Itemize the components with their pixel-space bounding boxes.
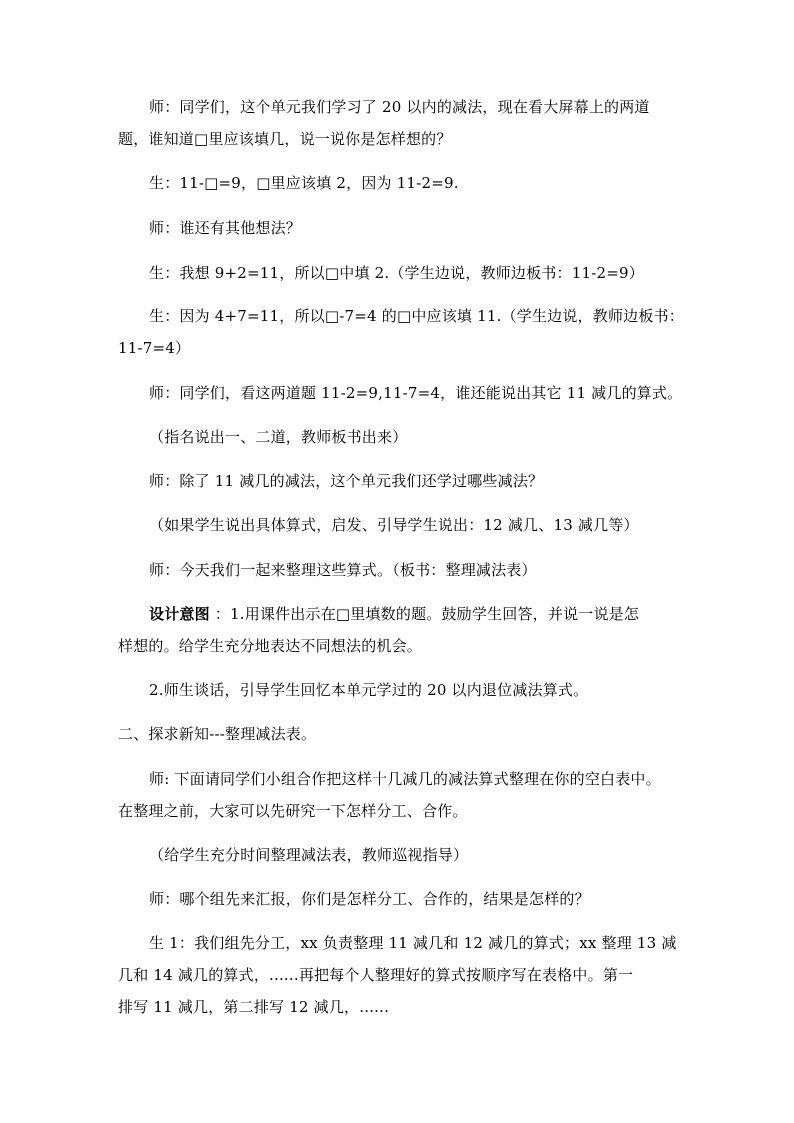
paragraph-line: 师：今天我们一起来整理这些算式。（板书：整理减法表） (149, 561, 537, 579)
paragraph-line: （指名说出一、二道，教师板书出来） (149, 428, 408, 446)
paragraph-line: （给学生充分时间整理减法表，教师巡视指导） (149, 846, 469, 864)
design-intent-line (149, 604, 639, 624)
paragraph-line: 几和 14 减几的算式，......再把每个人整理好的算式按顺序写在表格中。第一 (118, 966, 634, 984)
paragraph-line: 排写 11 减几，第二排写 12 减几，...... (118, 998, 390, 1016)
paragraph-line: 师: 下面请同学们小组合作把这样十几减几的减法算式整理在你的空白表中。 (149, 770, 661, 788)
paragraph-line: 生：因为 4+7=11，所以□-7=4 的□中应该填 11.（学生边说，教师边板书： (149, 307, 684, 325)
paragraph-line: 样想的。给学生充分地表达不同想法的机会。 (118, 637, 423, 655)
paragraph-line: 师：除了 11 减几的减法，这个单元我们还学过哪些减法？ (149, 472, 544, 490)
paragraph-line: （如果学生说出具体算式，启发、引导学生说出：12 减几、13 减几等） (149, 516, 639, 534)
paragraph-line: 生：我想 9+2=11，所以□中填 2.（学生边说，教师边板书：11-2=9） (149, 264, 644, 282)
paragraph-line: 生：11-□=9，□里应该填 2，因为 11-2=9. (149, 174, 459, 192)
paragraph-line: 师：哪个组先来汇报，你们是怎样分工、合作的，结果是怎样的？ (149, 890, 590, 908)
paragraph-line: 2.师生谈话，引导学生回忆本单元学过的 20 以内退位减法算式。 (149, 681, 589, 699)
paragraph-line: 11-7=4） (118, 339, 191, 357)
design-intent-text: ：1.用课件出示在□里填数的题。鼓励学生回答，并说一说是怎 (214, 605, 640, 623)
design-intent-label: 设计意图 (149, 605, 210, 623)
paragraph-line: 在整理之前，大家可以先研究一下怎样分工、合作。 (118, 802, 468, 820)
section-heading: 二、探求新知---整理减法表。 (118, 725, 317, 743)
paragraph-line: 生 1：我们组先分工，xx 负责整理 11 减几和 12 减几的算式；xx 整理 13 减 (149, 934, 677, 952)
paragraph-line: 师：同学们，看这两道题 11-2=9,11-7=4，谁还能说出其它 11 减几的算式。 (149, 384, 683, 402)
paragraph-line: 师：同学们，这个单元我们学习了 20 以内的减法，现在看大屏幕上的两道 (149, 98, 650, 116)
paragraph-line: 题，谁知道□里应该填几，说一说你是怎样想的？ (118, 130, 452, 148)
paragraph-line: 师：谁还有其他想法？ (149, 219, 302, 237)
